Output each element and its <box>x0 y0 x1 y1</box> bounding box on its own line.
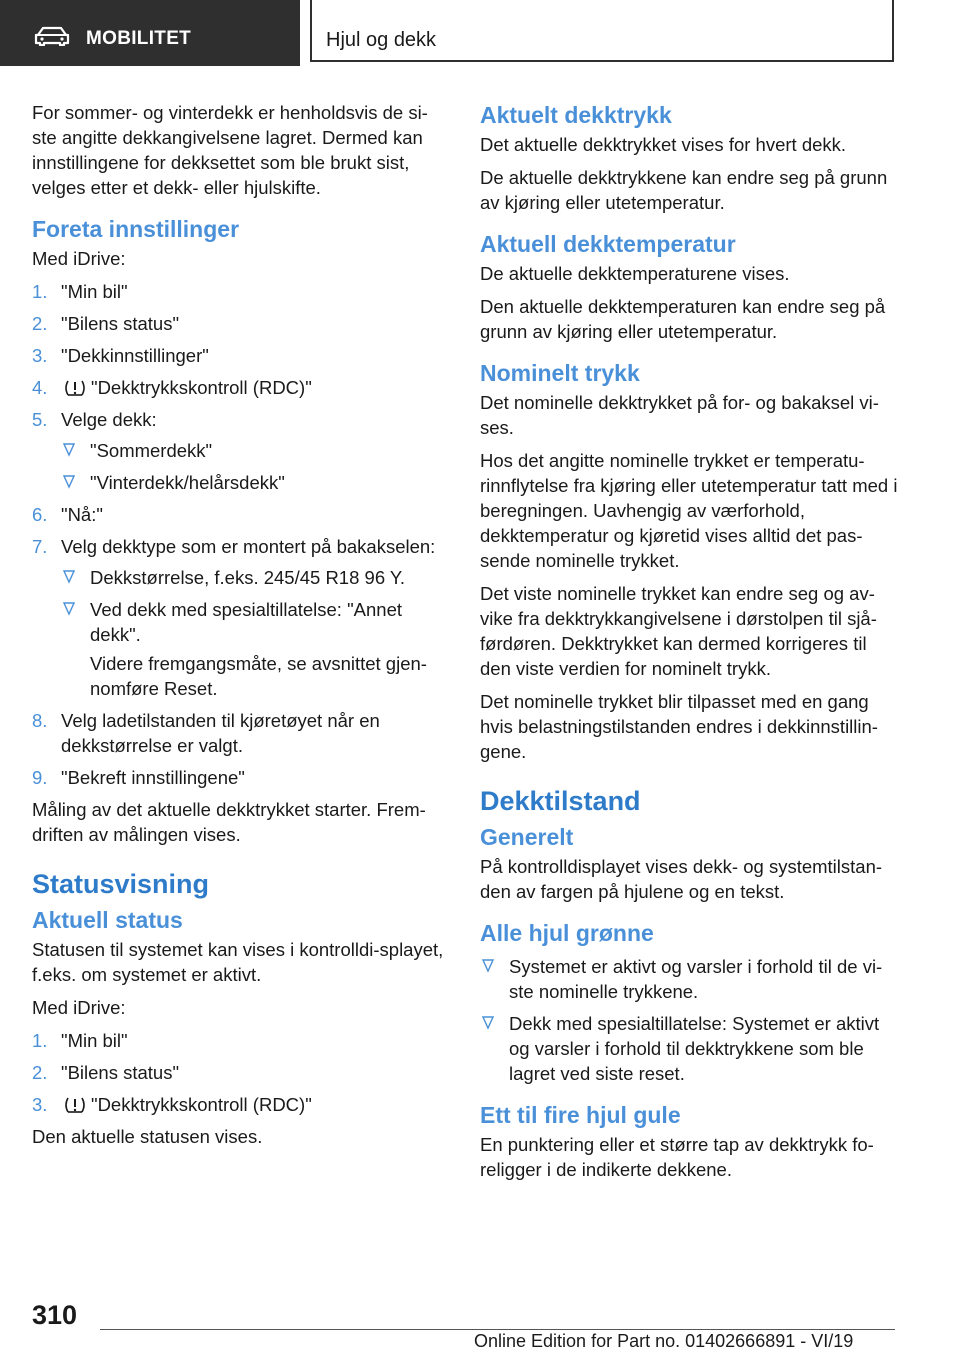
intro-paragraph: For sommer- og vinterdekk er henholdsvis de si-ste angitte dekkangivelsene lagret. Dermed kan innstillingene for dekksettet som ble brukt sist, velges etter et dekk- eller hjulskifte. <box>32 102 428 198</box>
list-item <box>61 565 450 590</box>
triangle-bullet-icon <box>63 602 75 616</box>
step-text: "Bekreft innstillingene" <box>61 767 245 788</box>
heading-general: Generelt <box>480 824 574 850</box>
heading-status-display: Statusvisning <box>32 869 210 899</box>
step-number: 4. <box>32 377 48 398</box>
step-text: "Min bil" <box>61 1030 128 1051</box>
paragraph: En punktering eller et større tap av dekktrykk fo-religger i de indikerte dekkene. <box>480 1134 874 1180</box>
step-item <box>32 534 450 701</box>
step-item <box>32 502 450 527</box>
heading-current-status: Aktuell status <box>32 907 183 933</box>
step-number: 3. <box>32 345 48 366</box>
edition-note: Online Edition for Part no. 01402666891 - VI/19 <box>474 1331 854 1351</box>
step-text: Velge dekk: <box>61 409 157 430</box>
chapter-header <box>310 0 894 62</box>
list-item-text: "Vinterdekk/helårsdekk" <box>90 472 285 493</box>
heading-tire-condition: Dekktilstand <box>480 786 641 816</box>
idrive-label: Med iDrive: <box>32 997 126 1018</box>
step-number: 1. <box>32 281 48 302</box>
list-item <box>61 438 450 463</box>
step-text: Velg dekktype som er montert på bakakselen: <box>61 536 436 557</box>
step-text: Velg ladetilstanden til kjøretøyet når en dekkstørrelse er valgt. <box>61 710 380 756</box>
paragraph: Det aktuelle dekktrykket vises for hvert dekk. <box>480 134 847 155</box>
triangle-bullet-icon <box>482 1016 494 1030</box>
list-item <box>61 470 450 495</box>
step-item <box>32 343 450 368</box>
car-icon <box>34 26 70 46</box>
heading-current-temperature: Aktuell dekktemperatur <box>480 231 736 257</box>
step-item <box>32 708 450 758</box>
list-item <box>61 597 450 701</box>
step-item <box>32 765 450 790</box>
step-item <box>32 1092 450 1117</box>
chapter-title: Hjul og dekk <box>326 29 437 51</box>
settings-steps <box>32 279 450 790</box>
section-tab <box>0 0 300 66</box>
paragraph: Det nominelle dekktrykket på for- og bakaksel vi-ses. <box>480 392 879 438</box>
list-item-text: Ved dekk med spesialtillatelse: "Annet dekk". <box>90 599 402 645</box>
triangle-bullet-icon <box>63 443 75 457</box>
tire-pressure-icon <box>63 1096 87 1114</box>
paragraph: Det nominelle trykket blir tilpasset med en gang hvis belastningstilstanden endres i dekkinnstillin-gene. <box>480 691 878 762</box>
paragraph: På kontrolldisplayet vises dekk- og systemtilstan-den av fargen på hjulene og en tekst. <box>480 856 883 902</box>
list-item <box>480 954 900 1004</box>
measure-paragraph: Måling av det aktuelle dekktrykket starter. Frem-driften av målingen vises. <box>32 799 426 845</box>
left-column <box>32 100 450 1157</box>
step-number: 8. <box>32 710 48 731</box>
tire-type-list <box>61 438 450 495</box>
section-label: MOBILITET <box>86 28 192 49</box>
step-number: 9. <box>32 767 48 788</box>
paragraph: Det viste nominelle trykket kan endre seg og av-vike fra dekktrykkangivelsene i dørstolpen til sjå-førdøren. Dekktrykket kan dermed korrigeres til den viste verdien for nominelt trykk. <box>480 583 877 679</box>
step-item <box>32 375 450 400</box>
reset-note: Videre fremgangsmåte, se avsnittet gjen-nomføre Reset. <box>90 653 427 699</box>
step-item <box>32 279 450 304</box>
list-item <box>480 1011 900 1086</box>
step-text: "Bilens status" <box>61 313 180 334</box>
status-paragraph: Statusen til systemet kan vises i kontrolldi-splayet, f.eks. om systemet er aktivt. <box>32 939 444 985</box>
paragraph: Den aktuelle dekktemperaturen kan endre seg på grunn av kjøring eller utetemperatur. <box>480 296 886 342</box>
step-number: 2. <box>32 1062 48 1083</box>
tire-size-list <box>61 565 450 701</box>
heading-all-green: Alle hjul grønne <box>480 920 654 946</box>
heading-current-pressure: Aktuelt dekktrykk <box>480 102 672 128</box>
step-text: "Bilens status" <box>61 1062 180 1083</box>
status-shown-paragraph: Den aktuelle statusen vises. <box>32 1126 263 1147</box>
tire-pressure-icon <box>63 379 87 397</box>
page-number: 310 <box>32 1300 78 1330</box>
step-number: 2. <box>32 313 48 334</box>
list-item-text: Dekk med spesialtillatelse: Systemet er aktivt og varsler i forhold til dekktrykkene som ble lagret ved siste reset. <box>509 1013 880 1084</box>
paragraph: De aktuelle dekktemperaturene vises. <box>480 263 790 284</box>
step-number: 1. <box>32 1030 48 1051</box>
status-steps <box>32 1028 450 1117</box>
triangle-bullet-icon <box>63 475 75 489</box>
step-number: 5. <box>32 409 48 430</box>
list-item-text: Dekkstørrelse, f.eks. 245/45 R18 96 Y. <box>90 567 406 588</box>
triangle-bullet-icon <box>482 959 494 973</box>
heading-nominal-pressure: Nominelt trykk <box>480 360 640 386</box>
step-number: 6. <box>32 504 48 525</box>
step-text: "Dekkinnstillinger" <box>61 345 209 366</box>
paragraph: Hos det angitte nominelle trykket er temperatu-rinnflytelse fra kjøring eller utetemperatur tatt med i beregningen. Uavhengig av værforhold, dekktemperatur og kjøretid vises alltid det pas-sende nominelle trykket. <box>480 450 898 571</box>
list-item-text: "Sommerdekk" <box>90 440 213 461</box>
step-text: "Nå:" <box>61 504 103 525</box>
step-text: "Min bil" <box>61 281 128 302</box>
right-column <box>480 100 900 1190</box>
step-number: 3. <box>32 1094 48 1115</box>
list-item-text: Systemet er aktivt og varsler i forhold til de vi-ste nominelle trykkene. <box>509 956 883 1002</box>
step-number: 7. <box>32 536 48 557</box>
footer-divider <box>100 1329 895 1330</box>
step-text: "Dekktrykkskontroll (RDC)" <box>91 377 312 398</box>
step-item <box>32 1060 450 1085</box>
step-item <box>32 407 450 495</box>
paragraph: De aktuelle dekktrykkene kan endre seg på grunn av kjøring eller utetemperatur. <box>480 167 888 213</box>
step-item <box>32 1028 450 1053</box>
heading-settings: Foreta innstillinger <box>32 216 240 242</box>
heading-one-to-four-yellow: Ett til fire hjul gule <box>480 1102 681 1128</box>
step-item <box>32 311 450 336</box>
idrive-label: Med iDrive: <box>32 248 126 269</box>
step-text: "Dekktrykkskontroll (RDC)" <box>91 1094 312 1115</box>
green-list <box>480 954 900 1086</box>
triangle-bullet-icon <box>63 570 75 584</box>
